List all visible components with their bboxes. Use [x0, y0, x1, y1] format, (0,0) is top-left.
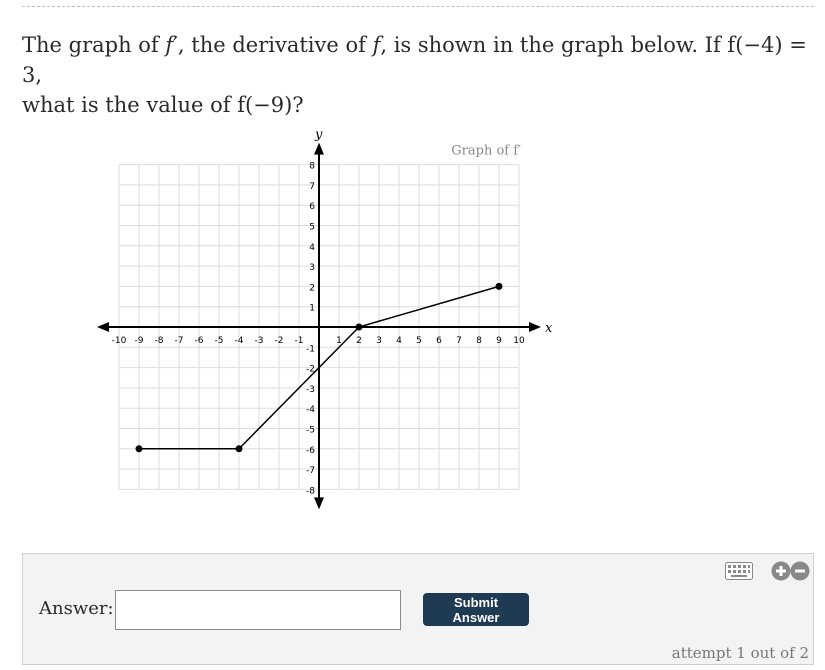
x-tick-label: -2 — [274, 336, 284, 346]
x-tick-label: 2 — [356, 336, 362, 346]
math-target: f(−9) — [237, 93, 293, 117]
data-point — [136, 445, 143, 452]
submit-answer-button[interactable]: Submit Answer — [423, 593, 529, 626]
y-tick-label: -5 — [306, 425, 315, 436]
x-tick-label: 1 — [336, 336, 342, 346]
x-tick-label: 4 — [396, 336, 402, 346]
y-tick-label: -4 — [306, 405, 315, 416]
x-tick-label: -10 — [111, 336, 127, 346]
x-tick-label: 5 — [416, 336, 422, 346]
answer-panel — [22, 553, 814, 665]
plus-minus-icon[interactable] — [771, 560, 811, 582]
y-tick-label: 7 — [309, 181, 315, 192]
math-f: f — [372, 33, 381, 57]
y-tick-label: 6 — [309, 202, 315, 213]
x-axis-arrow-left — [97, 322, 109, 332]
y-tick-label: -2 — [306, 364, 315, 375]
x-tick-label: 7 — [456, 336, 462, 346]
answer-label: Answer: — [39, 598, 114, 619]
top-divider — [22, 6, 814, 7]
x-tick-label: 10 — [513, 336, 525, 346]
x-tick-label: -8 — [154, 336, 164, 346]
attempt-counter: attempt 1 out of 2 — [671, 644, 809, 662]
y-axis-arrow-up — [314, 143, 324, 155]
data-point — [356, 324, 363, 331]
x-axis-arrow-right — [529, 322, 541, 332]
x-tick-label: -6 — [194, 336, 204, 346]
y-axis-arrow-down — [314, 497, 324, 509]
question-part: , the derivative of — [177, 33, 373, 57]
y-tick-label: -8 — [306, 486, 315, 497]
y-tick-label: -3 — [306, 384, 315, 395]
derivative-graph — [95, 125, 565, 515]
x-tick-label: -4 — [234, 336, 244, 346]
question-text — [22, 30, 812, 120]
x-tick-label: -5 — [214, 336, 224, 346]
y-tick-label: 2 — [309, 283, 315, 294]
y-tick-label: 4 — [309, 242, 315, 253]
question-part: , is shown in the graph below. If — [380, 33, 728, 57]
x-tick-label: 9 — [496, 336, 502, 346]
question-part: ? — [292, 93, 304, 117]
x-tick-label: 6 — [436, 336, 442, 346]
x-tick-label: -1 — [294, 336, 304, 346]
x-tick-label: 3 — [376, 336, 382, 346]
keyboard-icon[interactable] — [725, 562, 753, 580]
question-part: , — [35, 63, 43, 87]
x-tick-label: -7 — [174, 336, 184, 346]
math-condition: f(−4) = 3 — [22, 33, 807, 87]
data-point — [496, 283, 503, 290]
question-part: The graph of — [22, 33, 166, 57]
y-tick-label: 3 — [309, 263, 315, 274]
y-axis-label: y — [315, 127, 323, 143]
y-tick-label: 1 — [309, 303, 315, 314]
data-point — [236, 445, 243, 452]
math-fprime: f′ — [165, 33, 178, 57]
y-tick-label: -1 — [306, 344, 315, 355]
y-tick-label: -7 — [306, 466, 315, 477]
x-tick-label: 8 — [476, 336, 482, 346]
x-axis-label: x — [545, 321, 553, 336]
x-tick-label: -9 — [134, 336, 144, 346]
question-part: what is the value of — [22, 93, 238, 117]
y-tick-label: 8 — [309, 161, 315, 172]
x-tick-label: -3 — [254, 336, 264, 346]
y-tick-label: 5 — [309, 222, 315, 233]
y-tick-label: -6 — [306, 445, 315, 456]
chart-title: Graph of f′ — [451, 143, 521, 159]
answer-input[interactable] — [115, 590, 401, 630]
